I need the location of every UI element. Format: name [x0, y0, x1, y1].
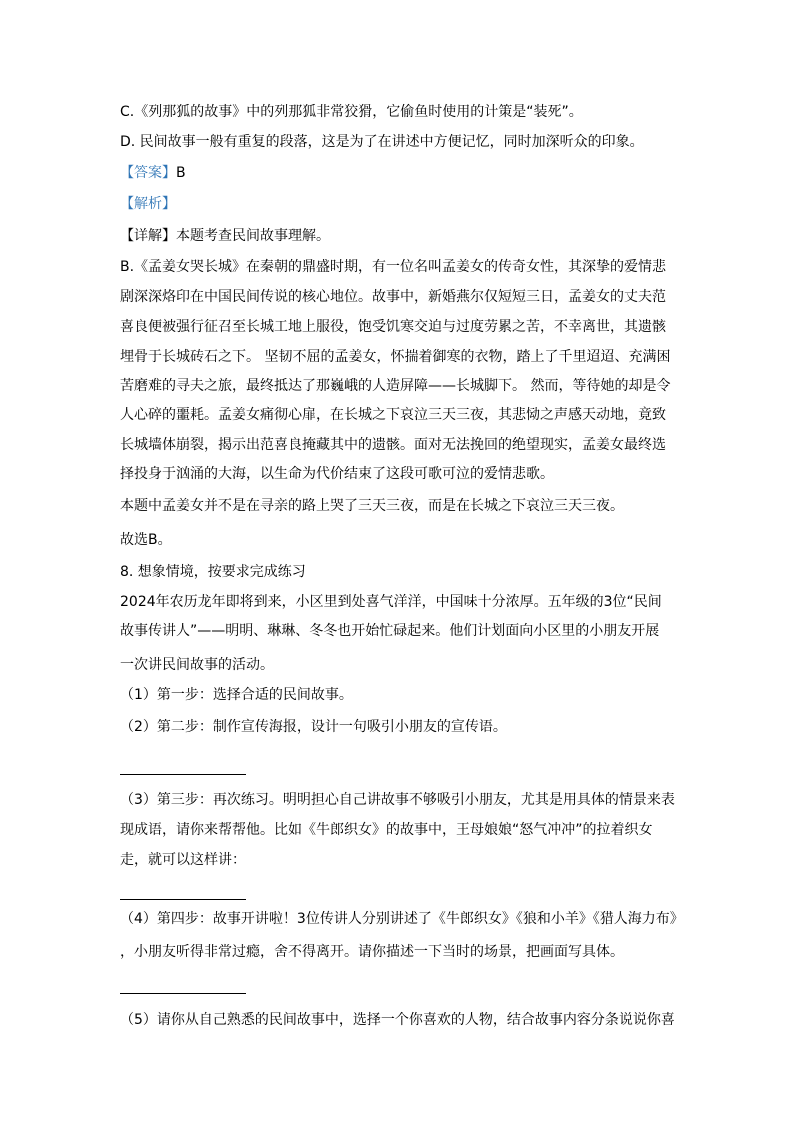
detail-choice: 故选B。 — [120, 532, 172, 548]
q8-step4-line: （4）第四步：故事开讲啦！3位传讲人分别讲述了《牛郎织女》《狼和小羊》《猎人海力布》 — [120, 911, 684, 927]
q8-intro-line: 2024年农历龙年即将到来，小区里到处喜气洋洋，中国味十分浓厚。五年级的3位“民间 — [120, 594, 662, 610]
detail-line: 埋骨于长城砖石之下。 坚韧不屈的孟姜女，怀揣着御寒的衣物，踏上了千里迢迢、充满困 — [120, 349, 671, 365]
option-c: C.《列那狐的故事》中的列那狐非常狡猾，它偷鱼时使用的计策是“装死”。 — [120, 104, 583, 120]
answer — [120, 163, 186, 183]
q8-intro-line: 一次讲民间故事的活动。 — [120, 657, 274, 673]
answer-blank-line — [120, 899, 246, 900]
answer-blank-line — [120, 774, 246, 775]
q8-step2: （2）第二步：制作宣传海报，设计一句吸引小朋友的宣传语。 — [120, 719, 507, 735]
detail-intro: 本题考查民间故事理解。 — [176, 228, 330, 244]
answer-value: B — [176, 165, 186, 181]
detail-line: 人心碎的噩耗。孟姜女痛彻心扉，在长城之下哀泣三天三夜，其悲恸之声感天动地，竟致 — [120, 407, 666, 423]
q8-step5: （5）请你从自己熟悉的民间故事中，选择一个你喜欢的人物，结合故事内容分条说说你喜 — [120, 1012, 675, 1028]
q8-title: 8. 想象情境，按要求完成练习 — [120, 564, 306, 580]
detail-line: 苦磨难的寻夫之旅，最终抵达了那巍峨的人造屏障——长城脚下。 然而，等待她的却是令 — [120, 378, 671, 394]
option-d: D. 民间故事一般有重复的段落，这是为了在讲述中方便记忆，同时加深听众的印象。 — [120, 134, 644, 150]
q8-step4-line: ，小朋友听得非常过瘾，舍不得离开。请你描述一下当时的场景，把画面写具体。 — [120, 944, 624, 960]
q8-step1: （1）第一步：选择合适的民间故事。 — [120, 687, 353, 703]
detail-line: 择投身于汹涌的大海，以生命为代价结束了这段可歌可泣的爱情悲歌。 — [120, 466, 554, 482]
q8-step3-line: 现成语，请你来帮帮他。比如《牛郎织女》的故事中，王母娘娘“怒气冲冲”的拉着织女 — [120, 822, 653, 838]
detail-line: 剧深深烙印在中国民间传说的核心地位。故事中，新婚燕尔仅短短三日，孟姜女的丈夫范 — [120, 289, 666, 305]
q8-step3-line: （3）第三步：再次练习。明明担心自己讲故事不够吸引小朋友，尤其是用具体的情景来表 — [120, 792, 675, 808]
detail-heading — [120, 226, 330, 246]
answer-label: 【答案】 — [120, 165, 176, 181]
q8-step3-line: 走，就可以这样讲： — [120, 852, 246, 868]
detail-line: 喜良便被强行征召至长城工地上服役，饱受饥寒交迫与过度劳累之苦，不幸离世，其遗骸 — [120, 319, 666, 335]
detail-conclusion: 本题中孟姜女并不是在寻亲的路上哭了三天三夜，而是在长城之下哀泣三天三夜。 — [120, 498, 624, 514]
q8-intro-line: 故事传讲人”——明明、琳琳、冬冬也开始忙碌起来。他们计划面向小区里的小朋友开展 — [120, 623, 660, 639]
analysis-label: 【解析】 — [120, 196, 176, 212]
detail-label: 【详解】 — [120, 228, 176, 244]
answer-blank-line — [120, 993, 246, 994]
detail-line: 长城墙体崩裂，揭示出范喜良掩藏其中的遗骸。面对无法挽回的绝望现实，孟姜女最终选 — [120, 437, 666, 453]
detail-line: B.《孟姜女哭长城》在秦朝的鼎盛时期，有一位名叫孟姜女的传奇女性，其深挚的爱情悲 — [120, 259, 667, 275]
